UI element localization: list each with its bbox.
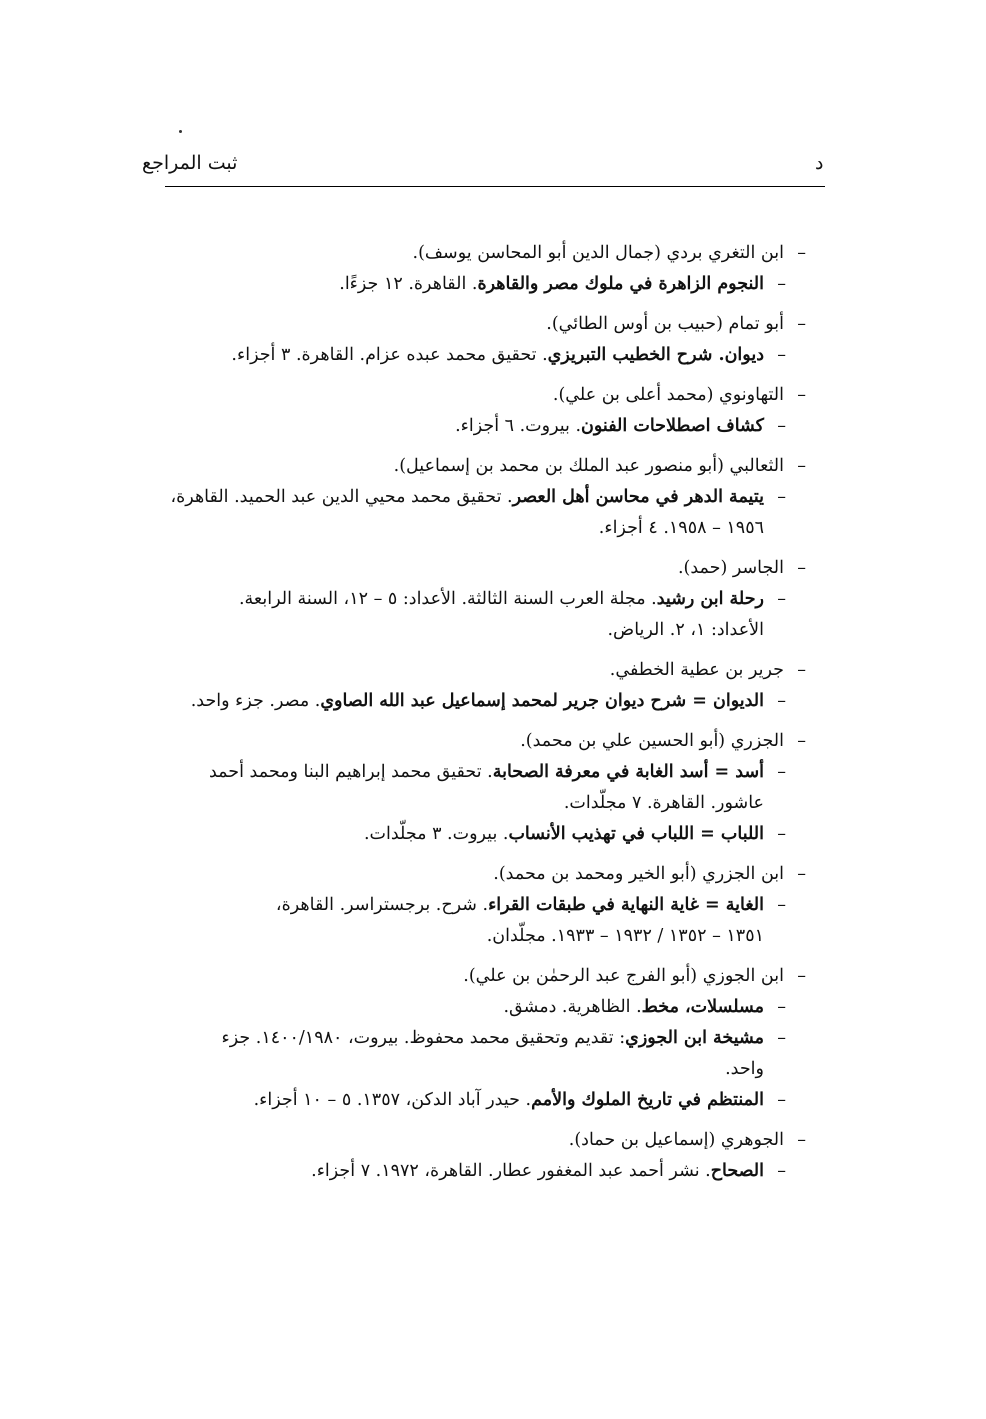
work-title: مشيخة ابن الجوزي (625, 1028, 764, 1048)
entry-dash: – (777, 1090, 786, 1110)
references-list (166, 238, 806, 1187)
entry-text: . مجلة العرب السنة الثالثة. الأعداد: ٥ – ١٢، السنة الرابعة. (238, 589, 657, 609)
continuation-line (166, 615, 806, 646)
entry-dash: – (777, 416, 786, 436)
entry-text: : تقديم وتحقيق محمد محفوظ. بيروت، ١٤٠٠/١٩٨٠. جزء (221, 1028, 626, 1048)
entry-text: . شرح. برجستراسر. القاهرة، (275, 895, 489, 915)
entry-text: الجزري (أبو الحسين علي بن محمد). (520, 731, 784, 751)
continuation-line (166, 1054, 806, 1085)
author-entry (166, 859, 806, 890)
author-entry (166, 553, 806, 584)
entry-text: . بيروت. ٦ أجزاء. (455, 416, 582, 436)
entry-text: ١٣٥١ – ١٣٥٢ / ١٩٣٢ – ١٩٣٣. مجلّدان. (486, 926, 764, 946)
entry-text: التهاونوي (محمد أعلى بن علي). (552, 385, 784, 405)
work-title: ديوان. شرح الخطيب التبريزي (547, 345, 764, 365)
entry-text: الثعالبي (أبو منصور عبد الملك بن محمد بن إسماعيل). (393, 456, 784, 476)
author-entry (166, 1125, 806, 1156)
entry-dash: – (797, 864, 806, 884)
work-entry (166, 269, 806, 300)
author-entry (166, 961, 806, 992)
running-header-title: ثبت المراجع (142, 152, 238, 174)
author-entry (166, 451, 806, 482)
entry-text: . حيدر آباد الدكن، ١٣٥٧. ٥ – ١٠ أجزاء. (253, 1090, 532, 1110)
continuation-line (166, 513, 806, 544)
entry-dash: – (777, 345, 786, 365)
header-rule (165, 186, 825, 187)
entry-text: الجاسر (حمد). (677, 558, 784, 578)
work-title: مسلسلات، مخط (641, 997, 764, 1017)
work-entry (166, 1085, 806, 1116)
work-title: الغاية = غاية النهاية في طبقات القراء (488, 895, 764, 915)
work-title: الديوان = شرح ديوان جرير لمحمد إسماعيل عبد الله الصاوي (320, 691, 764, 711)
entry-dash: – (777, 274, 786, 294)
entry-text: الأعداد: ١، ٢. الرياض. (607, 620, 764, 640)
entry-dash: – (797, 731, 806, 751)
entry-dash: – (797, 456, 806, 476)
entry-text: . تحقيق محمد محيي الدين عبد الحميد. القاهرة، (170, 487, 513, 507)
entry-text: . بيروت. ٣ مجلّدات. (363, 824, 509, 844)
entry-text: . تحقيق محمد عبده عزام. القاهرة. ٣ أجزاء. (231, 345, 548, 365)
entry-text: . القاهرة. ١٢ جزءًا. (339, 274, 478, 294)
work-title: أسد = أسد الغابة في معرفة الصحابة (492, 762, 764, 782)
entry-dash: – (797, 314, 806, 334)
entry-dash: – (777, 895, 786, 915)
entry-dash: – (777, 1161, 786, 1181)
entry-text: . نشر أحمد عبد المغفور عطار. القاهرة، ١٩٧٢. ٧ أجزاء. (311, 1161, 711, 1181)
work-title: المنتظم في تاريخ الملوك والأمم (531, 1090, 764, 1110)
entry-text: ابن الجوزي (أبو الفرج عبد الرحمٰن بن علي). (463, 966, 784, 986)
entry-text: . تحقيق محمد إبراهيم البنا ومحمد أحمد (208, 762, 493, 782)
work-entry (166, 686, 806, 717)
work-entry (166, 992, 806, 1023)
entry-dash: – (797, 660, 806, 680)
work-entry (166, 584, 806, 615)
entry-dash: – (777, 997, 786, 1017)
work-title: كشاف اصطلاحات الفنون (581, 416, 764, 436)
entry-text: ابن التغري بردي (جمال الدين أبو المحاسن يوسف). (412, 243, 784, 263)
work-entry (166, 482, 806, 513)
work-title: الصحاح (710, 1161, 764, 1181)
entry-text: . مصر. جزء واحد. (190, 691, 321, 711)
work-entry (166, 411, 806, 442)
entry-dash: – (797, 243, 806, 263)
entry-dash: – (777, 824, 786, 844)
entry-text: أبو تمام (حبيب بن أوس الطائي). (546, 314, 784, 334)
entry-dash: – (777, 487, 786, 507)
entry-text: . الظاهرية. دمشق. (503, 997, 642, 1017)
work-entry (166, 340, 806, 371)
entry-dash: – (777, 691, 786, 711)
continuation-line (166, 788, 806, 819)
entry-dash: – (777, 589, 786, 609)
entry-text: عاشور. القاهرة. ٧ مجلّدات. (563, 793, 764, 813)
speck-mark (179, 130, 182, 133)
entry-dash: – (797, 385, 806, 405)
author-entry (166, 655, 806, 686)
page-letter: د (815, 152, 824, 174)
entry-dash: – (777, 762, 786, 782)
entry-text: الجوهري (إسماعيل بن حماد). (568, 1130, 784, 1150)
entry-text: جرير بن عطية الخطفي. (609, 660, 784, 680)
work-title: النجوم الزاهرة في ملوك مصر والقاهرة (477, 274, 764, 294)
entry-dash: – (777, 1028, 786, 1048)
work-title: اللباب = اللباب في تهذيب الأنساب (508, 824, 764, 844)
author-entry (166, 309, 806, 340)
entry-dash: – (797, 1130, 806, 1150)
work-title: رحلة ابن رشيد (656, 589, 764, 609)
entry-dash: – (797, 558, 806, 578)
author-entry (166, 380, 806, 411)
entry-text: ١٩٥٦ – ١٩٥٨. ٤ أجزاء. (598, 518, 764, 538)
work-entry (166, 757, 806, 788)
author-entry (166, 238, 806, 269)
work-entry (166, 890, 806, 921)
work-entry (166, 1156, 806, 1187)
work-title: يتيمة الدهر في محاسن أهل العصر (512, 487, 764, 507)
work-entry (166, 1023, 806, 1054)
entry-text: واحد. (725, 1059, 764, 1079)
continuation-line (166, 921, 806, 952)
entry-text: ابن الجزري (أبو الخير ومحمد بن محمد). (493, 864, 784, 884)
author-entry (166, 726, 806, 757)
work-entry (166, 819, 806, 850)
entry-dash: – (797, 966, 806, 986)
